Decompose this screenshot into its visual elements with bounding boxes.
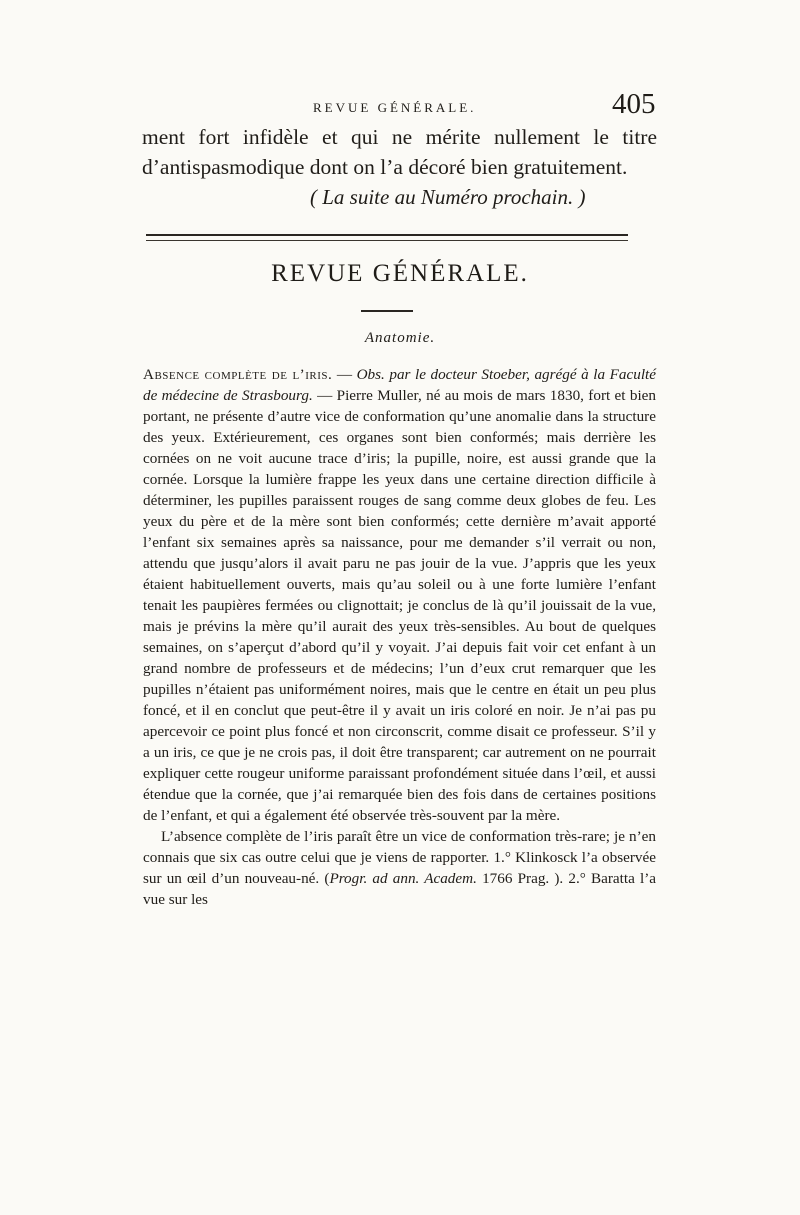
paragraph-1 [143, 364, 656, 826]
section-title: REVUE GÉNÉRALE. [271, 260, 529, 287]
paragraph-2-citation: Progr. ad ann. Academ. [329, 870, 477, 887]
article-lead-title: Absence complète de l’iris. [143, 366, 333, 383]
continued-note-text: ( La suite au Numéro prochain. ) [310, 185, 586, 209]
continued-note [142, 182, 657, 212]
article-body [143, 364, 656, 910]
paragraph-2 [143, 826, 656, 910]
running-head: REVUE GÉNÉRALE. [313, 100, 477, 115]
paragraph-2-part-a: L’absence complète de l’iris paraît être un vice de conformation très-rare; je n’en connais que six cas outre celui que je viens de rapporter. 1.° Klinkosck l’a observée sur un œil d’un nouveau-né. ( [143, 828, 656, 887]
lead-dash: — [332, 366, 357, 383]
title-rule [361, 310, 413, 312]
paragraph-1-body: — Pierre Muller, né au mois de mars 1830, fort et bien portant, ne présente d’autre vice de conformation qu’une anomalie dans la structure des yeux. Extérieurement, ces organes sont bien conformés; mais derrière les cornées on ne voit aucune trace d’iris; la pupille, noire, est aussi grande que la cornée. Lorsque la lumière frappe les yeux dans une certaine direction difficile à déterminer, les pupilles paraissent rouges de sang comme deux globes de feu. Les yeux du père et de la mère sont bien conformés; cette dernière m’avait apporté l’enfant six semaines après sa naissance, pour me demander s’il verrait ou non, attendu que jusqu’alors il avait paru ne pas jouir de la vue. J’appris que les yeux étaient habituellement ouverts, mais qu’au soleil ou à une forte lumière l’enfant tenait les paupières fermées ou clignottait; je conclus de là qu’il jouissait de la vue, mais je prévins la mère qu’il aurait des yeux très-sensibles. Au bout de quelques semaines, on s’aperçut d’abord qu’il y voyait. J’ai depuis fait voir cet enfant à un grand nombre de professeurs et de médecins; l’un d’eux crut remarquer que les pupilles n’étaient pas uniformément noires, mais que le centre en était un peu plus foncé, et il en conclut que peut-être il y avait un iris coloré en noir. Je n’ai pas pu apercevoir ce point plus foncé et non circonscrit, comme disait ce professeur. S’il y a un iris, ce que je ne crois pas, il doit être transparent; car autrement on ne pourrait expliquer cette rougeur uniforme paraissant profondément située dans l’œil, et aussi étendue que la cornée, que j’ai remarquée bien des fois dans de certaines positions de l’enfant, et qui a également été observée très-souvent par la mère. [143, 387, 656, 824]
paragraph-2-part-b: 1766 Prag. ). 2.° Baratta l’a vue sur les [143, 870, 656, 908]
double-rule-top [146, 234, 628, 236]
page-number: 405 [612, 88, 656, 120]
intro-continuation [142, 122, 657, 212]
article-lead-italic: Obs. par le docteur Stoeber, agrégé à la Faculté de médecine de Strasbourg. [143, 366, 656, 404]
double-rule-bottom [146, 240, 628, 241]
intro-text: ment fort infidèle et qui ne mérite nullement le titre d’antispasmodique dont on l’a décoré bien gratuitement. [142, 125, 657, 179]
section-subhead: Anatomie. [364, 330, 436, 346]
